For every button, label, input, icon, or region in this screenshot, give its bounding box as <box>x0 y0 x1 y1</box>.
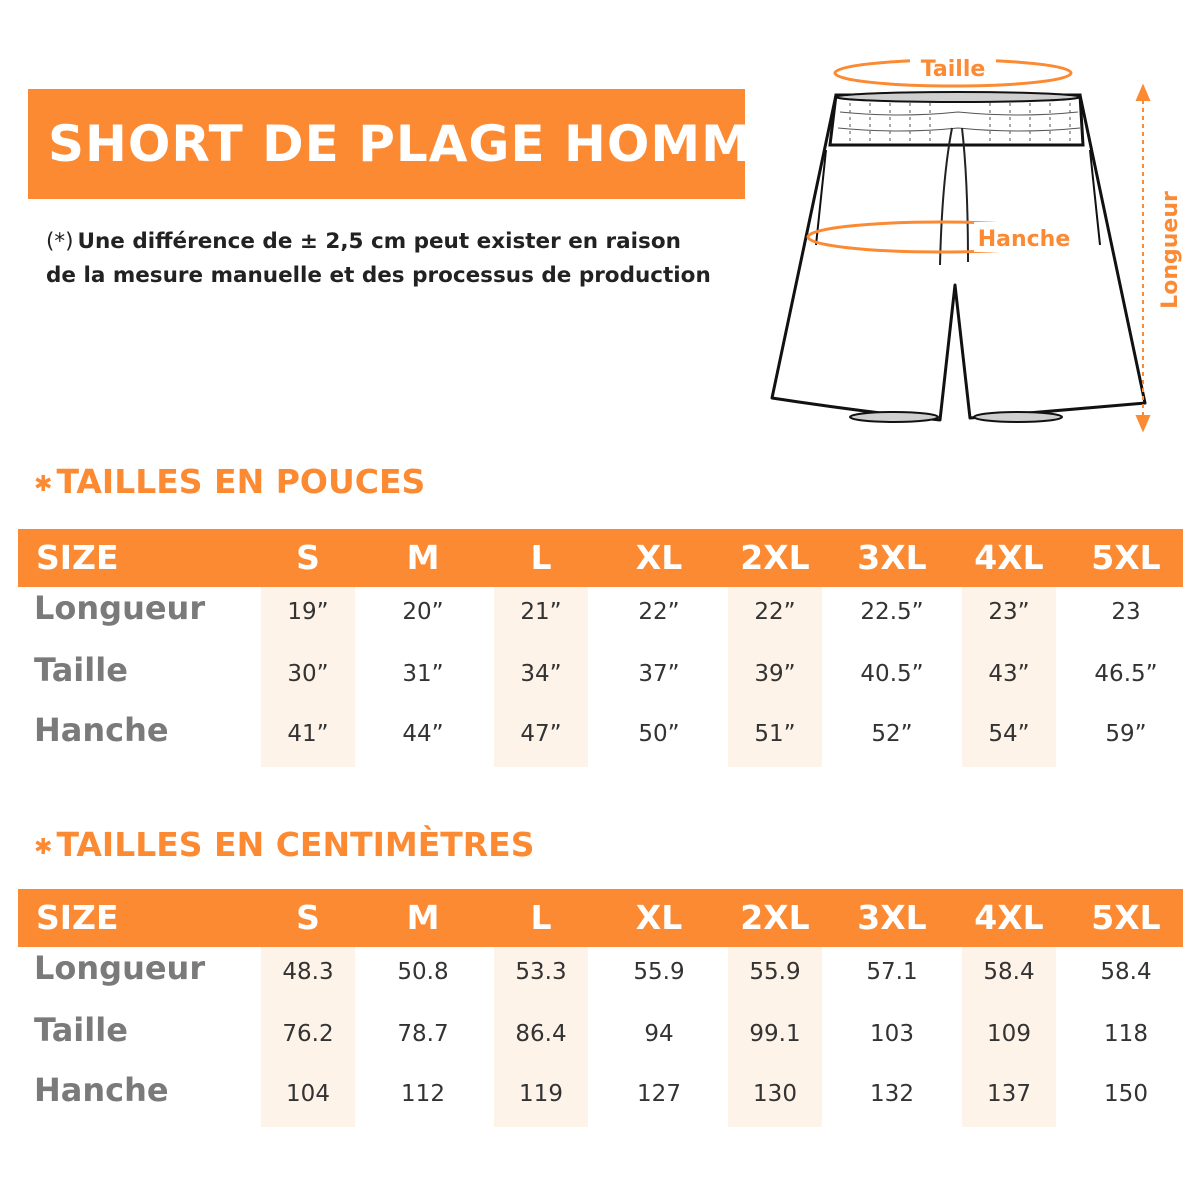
cm-table-body <box>18 947 1183 1127</box>
size-column-header: 4XL <box>974 538 1044 577</box>
size-column-header: M <box>406 538 440 577</box>
table-cell: 30” <box>287 661 329 687</box>
cm-table <box>18 889 1183 1127</box>
page-title: SHORT DE PLAGE HOMME <box>48 115 788 173</box>
size-column-header: L <box>530 538 552 577</box>
table-cell: 37” <box>638 661 680 687</box>
measurement-note <box>46 225 766 293</box>
table-cell: 130 <box>753 1081 797 1107</box>
inches-table-body <box>18 587 1183 767</box>
table-cell: 31” <box>402 661 444 687</box>
size-column-header: 4XL <box>974 898 1044 937</box>
table-cell: 55.9 <box>633 959 685 985</box>
size-column-header: S <box>296 538 320 577</box>
table-cell: 127 <box>637 1081 681 1107</box>
table-cell: 19” <box>287 599 329 625</box>
table-cell: 22” <box>638 599 680 625</box>
size-header: SIZE <box>36 898 119 937</box>
table-cell: 78.7 <box>397 1021 449 1047</box>
table-cell: 109 <box>987 1021 1031 1047</box>
table-cell: 23 <box>1111 599 1141 625</box>
table-cell: 50” <box>638 721 680 747</box>
note-line-1 <box>46 225 766 259</box>
leg-opening-left <box>850 412 938 422</box>
shorts-diagram <box>760 40 1200 440</box>
size-column-header: 2XL <box>740 538 810 577</box>
inches-table <box>18 529 1183 767</box>
length-label: Longueur <box>1158 191 1183 309</box>
table-cell: 103 <box>870 1021 914 1047</box>
table-cell: 20” <box>402 599 444 625</box>
size-column-header: 2XL <box>740 898 810 937</box>
table-cell: 52” <box>871 721 913 747</box>
inches-table-header <box>18 529 1183 587</box>
waistband-top <box>836 92 1080 102</box>
cm-table-header <box>18 889 1183 947</box>
table-cell: 50.8 <box>397 959 449 985</box>
size-column-header: 3XL <box>857 898 927 937</box>
table-cell: 46.5” <box>1094 661 1158 687</box>
table-cell: 104 <box>286 1081 330 1107</box>
inches-section-title <box>34 462 425 501</box>
asterisk-icon: ✱ <box>34 472 53 497</box>
table-cell: 34” <box>520 661 562 687</box>
table-cell: 22.5” <box>860 599 924 625</box>
note-line-2: de la mesure manuelle et des processus de production <box>46 263 711 288</box>
table-cell: 119 <box>519 1081 563 1107</box>
size-column-header: L <box>530 898 552 937</box>
leg-opening-right <box>974 412 1062 422</box>
table-cell: 99.1 <box>749 1021 801 1047</box>
cm-title-text: TAILLES EN CENTIMÈTRES <box>56 825 535 864</box>
table-cell: 132 <box>870 1081 914 1107</box>
size-column-header: 5XL <box>1091 898 1161 937</box>
inches-title-text: TAILLES EN POUCES <box>56 462 426 501</box>
note-marker: (*) <box>46 229 74 254</box>
table-cell: 41” <box>287 721 329 747</box>
table-cell: 21” <box>520 599 562 625</box>
row-label: Hanche <box>34 1071 169 1109</box>
size-column-header: S <box>296 898 320 937</box>
table-cell: 44” <box>402 721 444 747</box>
size-column-header: 3XL <box>857 538 927 577</box>
table-cell: 23” <box>988 599 1030 625</box>
table-cell: 86.4 <box>515 1021 567 1047</box>
table-cell: 53.3 <box>515 959 567 985</box>
note-line-1-text: Une différence de ± 2,5 cm peut exister en raison <box>77 229 681 254</box>
hip-label: Hanche <box>977 227 1071 252</box>
table-cell: 76.2 <box>282 1021 334 1047</box>
table-cell: 55.9 <box>749 959 801 985</box>
cm-section-title <box>34 825 535 864</box>
waist-label: Taille <box>920 57 986 82</box>
row-label: Longueur <box>34 589 206 627</box>
asterisk-icon: ✱ <box>34 835 53 860</box>
row-label: Taille <box>34 651 128 689</box>
row-label: Longueur <box>34 949 206 987</box>
table-cell: 22” <box>754 599 796 625</box>
table-cell: 48.3 <box>282 959 334 985</box>
table-cell: 58.4 <box>983 959 1035 985</box>
size-column-header: 5XL <box>1091 538 1161 577</box>
table-cell: 59” <box>1105 721 1147 747</box>
row-label: Hanche <box>34 711 169 749</box>
table-cell: 54” <box>988 721 1030 747</box>
table-cell: 58.4 <box>1100 959 1152 985</box>
table-cell: 94 <box>644 1021 674 1047</box>
size-column-header: XL <box>635 898 683 937</box>
size-column-header: M <box>406 898 440 937</box>
table-cell: 39” <box>754 661 796 687</box>
table-cell: 51” <box>754 721 796 747</box>
size-header: SIZE <box>36 538 119 577</box>
row-label: Taille <box>34 1011 128 1049</box>
table-cell: 43” <box>988 661 1030 687</box>
table-cell: 57.1 <box>866 959 918 985</box>
table-cell: 137 <box>987 1081 1031 1107</box>
title-banner <box>28 89 788 199</box>
table-cell: 40.5” <box>860 661 924 687</box>
size-column-header: XL <box>635 538 683 577</box>
table-cell: 47” <box>520 721 562 747</box>
table-cell: 112 <box>401 1081 445 1107</box>
table-cell: 118 <box>1104 1021 1148 1047</box>
table-cell: 150 <box>1104 1081 1148 1107</box>
